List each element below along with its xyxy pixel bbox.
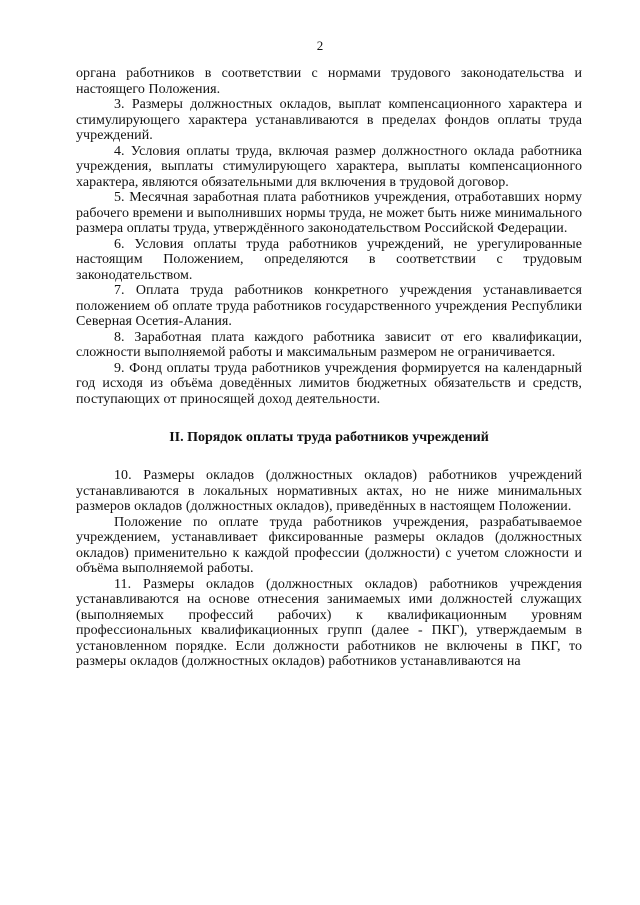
document-body [76,66,582,670]
paragraph: органа работников в соответствии с нормами трудового законодательства и настоящего Положения. [76,66,582,97]
paragraph: 3. Размеры должностных окладов, выплат компенсационного характера и стимулирующего характера устанавливаются в пределах фондов оплаты труда учреждений. [76,97,582,143]
paragraph: 4. Условия оплаты труда, включая размер должностного оклада работника учреждения, выплаты стимулирующего характера, выплаты компенсационного характера, являются обязательными для включения в трудовой договор. [76,143,582,190]
paragraph: 10. Размеры окладов (должностных окладов) работников учреждений устанавливаются в локальных нормативных актах, но не ниже минимальных размеров окладов (должностных окладов), приведённых в настоящем Положении. [76,468,582,514]
paragraph: 5. Месячная заработная плата работников учреждения, отработавших норму рабочего времени и выполнивших нормы труда, не может быть ниже минимального размера оплаты труда, утверждённого законодательством Российской Федерации. [76,190,582,236]
paragraphs-after-section [76,468,582,670]
paragraph: 6. Условия оплаты труда работников учреждений, не урегулированные настоящим Положением, определяются в соответствии с трудовым законодательством. [76,236,582,283]
page-number: 2 [316,38,324,53]
section-title: II. Порядок оплаты труда работников учреждений [169,430,489,445]
paragraph: 7. Оплата труда работников конкретного учреждения устанавливается положением об оплате труда работников государственного учреждения Республики Северная Осетия-Алания. [76,283,582,329]
paragraph: Положение по оплате труда работников учреждения, разрабатываемое учреждением, устанавливает фиксированные размеры окладов (должностных окладов) применительно к каждой профессии (должности) с учетом сложности и объёма выполняемой работы. [76,514,582,576]
paragraph: 11. Размеры окладов (должностных окладов) работников учреждения устанавливаются на основе отнесения занимаемых ими должностей служащих (выполняемых профессий рабочих) к квалификационным уровням профессиональных квалификационных групп (далее - ПКГ), утверждаемым в установленном порядке. Если должности работников не включены в ПКГ, то размеры окладов (должностных окладов) работников устанавливаются на [76,576,582,669]
paragraph: 9. Фонд оплаты труда работников учреждения формируется на календарный год исходя из объёма доведённых лимитов бюджетных обязательств и средств, поступающих от приносящей доход деятельности. [76,360,582,407]
paragraph: 8. Заработная плата каждого работника зависит от его квалификации, сложности выполняемой работы и максимальным размером не ограничивается. [76,329,582,360]
paragraphs-before-section [76,66,582,407]
